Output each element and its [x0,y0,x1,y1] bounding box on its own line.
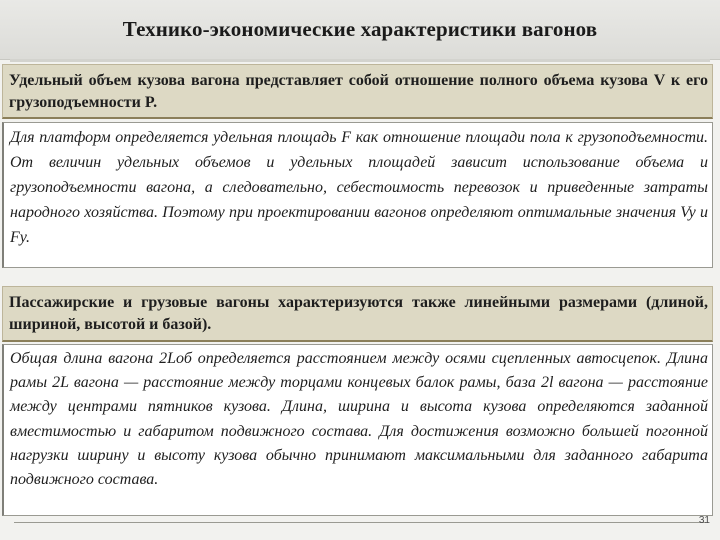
definition-text-specific-volume: Удельный объем кузова вагона представляет собой отношение полного объема кузова V к его грузоподъемности P. [9,72,708,111]
footer-divider [14,522,706,523]
title-divider [10,59,710,62]
slide-title: Технико-экономические характеристики вагонов [122,17,598,41]
page-number: 31 [698,515,710,526]
explanation-box-wagon-length [2,344,713,516]
definition-text-linear-dimensions: Пассажирские и грузовые вагоны характеризуются также линейными размерами (длиной, шириной, высотой и базой). [9,294,708,333]
explanation-text-wagon-length: Общая длина вагона 2Lоб определяется расстоянием между осями сцепленных автосцепок. Длина рамы 2L вагона — расстояние между торцами концевых балок рамы, база 2l вагона — расстояние между центрами пятников кузова. Длина, ширина и высота кузова определяются заданной вместимостью и габаритом подвижного состава. Для достижения возможно большей погонной нагрузки ширину и высоту кузова обычно принимают максимальными для заданного габарита подвижного состава. [10,350,708,489]
title-bar [0,0,720,60]
definition-box-linear-dimensions [2,286,713,342]
definition-box-specific-volume [2,64,713,119]
explanation-text-specific-area: Для платформ определяется удельная площадь F как отношение площади пола к грузоподъемности. От величин удельных объемов и удельных площадей зависит использование объема и грузоподъемности вагона, а следовательно, себестоимость перевозок и приведенные затраты народного хозяйства. Поэтому при проектировании вагонов определяют оптимальные значения Vy и Fy. [10,129,708,246]
explanation-box-specific-area [2,122,713,268]
